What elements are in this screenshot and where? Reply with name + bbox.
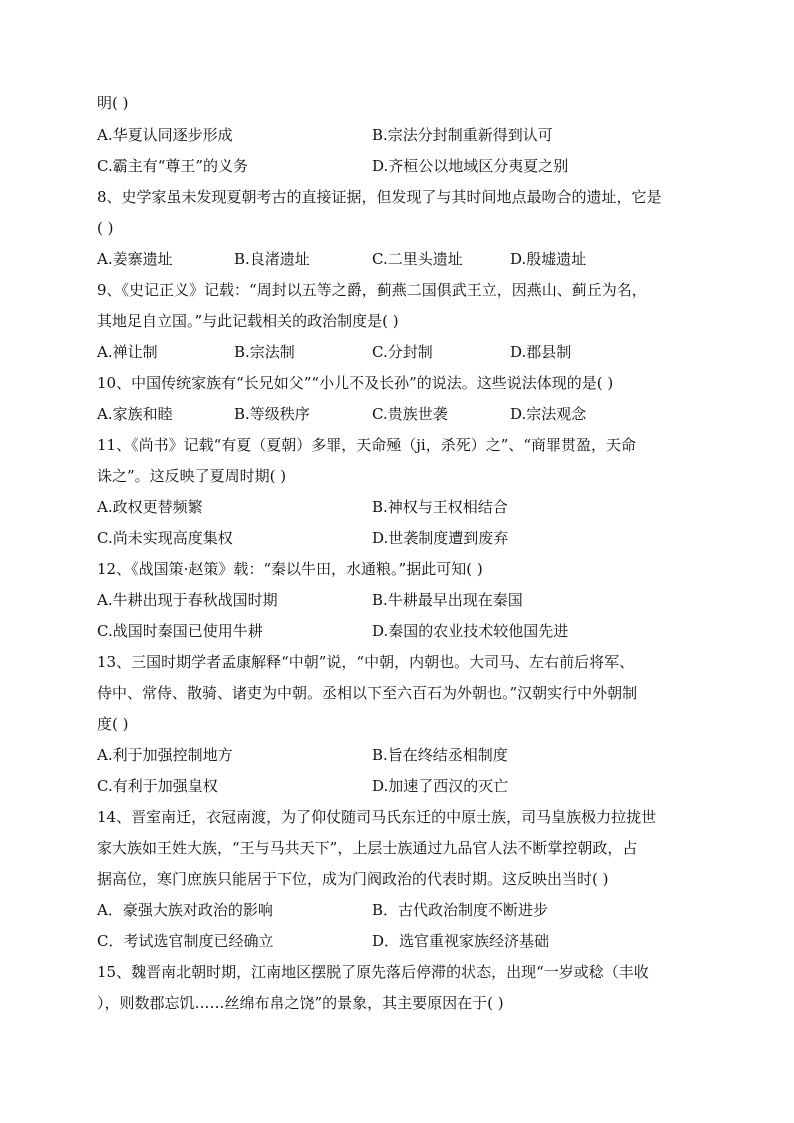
option-q11-d: D.世袭制度遭到废弃 <box>372 529 509 547</box>
option-q8-a: A.姜寨遗址 <box>97 250 173 268</box>
option-q10-a: A.家族和睦 <box>97 405 173 423</box>
option-q10-c: C.贵族世袭 <box>372 405 448 423</box>
question-14-text: 家大族如王姓大族，“王与马共天下”，上层士族通过九品官人法不断掌控朝政，占 <box>97 839 638 857</box>
option-q12-a: A.牛耕出现于春秋战国时期 <box>97 591 278 609</box>
text-line: 明( ) <box>97 94 129 112</box>
question-11-text: 11、《尚书》记载“有夏（夏朝）多罪，天命殛（ji，杀死）之”、“商罪贯盈，天命 <box>97 436 637 454</box>
option-q14-c: C．考试选官制度已经确立 <box>97 932 274 950</box>
option-q9-c: C.分封制 <box>372 343 433 361</box>
option-q12-c: C.战国时秦国已使用牛耕 <box>97 622 263 640</box>
question-9-text: 9、《史记正义》记载：“周封以五等之爵，蓟燕二国俱武王立，因燕山、蓟丘为名， <box>97 281 647 299</box>
option-q7-d: D.齐桓公以地域区分夷夏之别 <box>372 157 569 175</box>
question-15-text: 15、魏晋南北朝时期，江南地区摆脱了原先落后停滞的状态，出现“一岁或稔（丰收 <box>97 963 649 981</box>
option-q13-b: B.旨在终结丞相制度 <box>372 746 508 764</box>
question-9-text: 其地足自立国。”与此记载相关的政治制度是( ) <box>97 312 399 330</box>
option-q14-a: A．豪强大族对政治的影响 <box>97 901 273 919</box>
question-15-text: ），则数郡忘饥……丝绵布帛之饶”的景象，其主要原因在于( ) <box>97 994 504 1012</box>
option-q11-c: C.尚未实现高度集权 <box>97 529 233 547</box>
question-10-text: 10、中国传统家族有“长兄如父”“小儿不及长孙”的说法。这些说法体现的是( ) <box>97 374 614 392</box>
option-q9-d: D.郡县制 <box>510 343 572 361</box>
option-q7-c: C.霸主有“尊王”的义务 <box>97 157 249 175</box>
option-q12-b: B.牛耕最早出现在秦国 <box>372 591 523 609</box>
option-q10-d: D.宗法观念 <box>510 405 587 423</box>
option-q12-d: D.秦国的农业技术较他国先进 <box>372 622 569 640</box>
option-q7-a: A.华夏认同逐步形成 <box>97 126 233 144</box>
question-13-text: 侍中、常侍、散骑、诸吏为中朝。丞相以下至六百石为外朝也。”汉朝实行中外朝制 <box>97 684 638 702</box>
option-q13-c: C.有利于加强皇权 <box>97 777 218 795</box>
option-q8-d: D.殷墟遗址 <box>510 250 587 268</box>
option-q11-a: A.政权更替频繁 <box>97 498 203 516</box>
question-11-text: 诛之”。这反映了夏周时期( ) <box>97 467 287 485</box>
option-q7-b: B.宗法分封制重新得到认可 <box>372 126 553 144</box>
question-13-text: 13、三国时期学者孟康解释“中朝”说，“中朝，内朝也。大司马、左右前后将军、 <box>97 653 635 671</box>
option-q14-b: B．古代政治制度不断进步 <box>372 901 549 919</box>
option-q8-b: B.良渚遗址 <box>234 250 310 268</box>
question-12-text: 12、《战国策·赵策》载：“秦以牛田，水通粮。”据此可知( ) <box>97 560 483 578</box>
question-13-text: 度( ) <box>97 715 129 733</box>
option-q10-b: B.等级秩序 <box>234 405 310 423</box>
option-q11-b: B.神权与王权相结合 <box>372 498 508 516</box>
option-q8-c: C.二里头遗址 <box>372 250 463 268</box>
question-14-text: 据高位，寒门庶族只能居于下位，成为门阀政治的代表时期。这反映出当时( ) <box>97 870 609 888</box>
question-14-text: 14、晋室南迁，衣冠南渡，为了仰仗随司马氏东迁的中原士族，司马皇族极力拉拢世 <box>97 808 657 826</box>
option-q13-d: D.加速了西汉的灭亡 <box>372 777 509 795</box>
option-q9-b: B.宗法制 <box>234 343 295 361</box>
option-q9-a: A.禅让制 <box>97 343 158 361</box>
option-q14-d: D．选官重视家族经济基础 <box>372 932 550 950</box>
question-8-text: 8、史学家虽未发现夏朝考古的直接证据，但发现了与其时间地点最吻合的遗址，它是 <box>97 188 662 206</box>
question-8-text: ( ) <box>97 219 114 237</box>
option-q13-a: A.利于加强控制地方 <box>97 746 233 764</box>
